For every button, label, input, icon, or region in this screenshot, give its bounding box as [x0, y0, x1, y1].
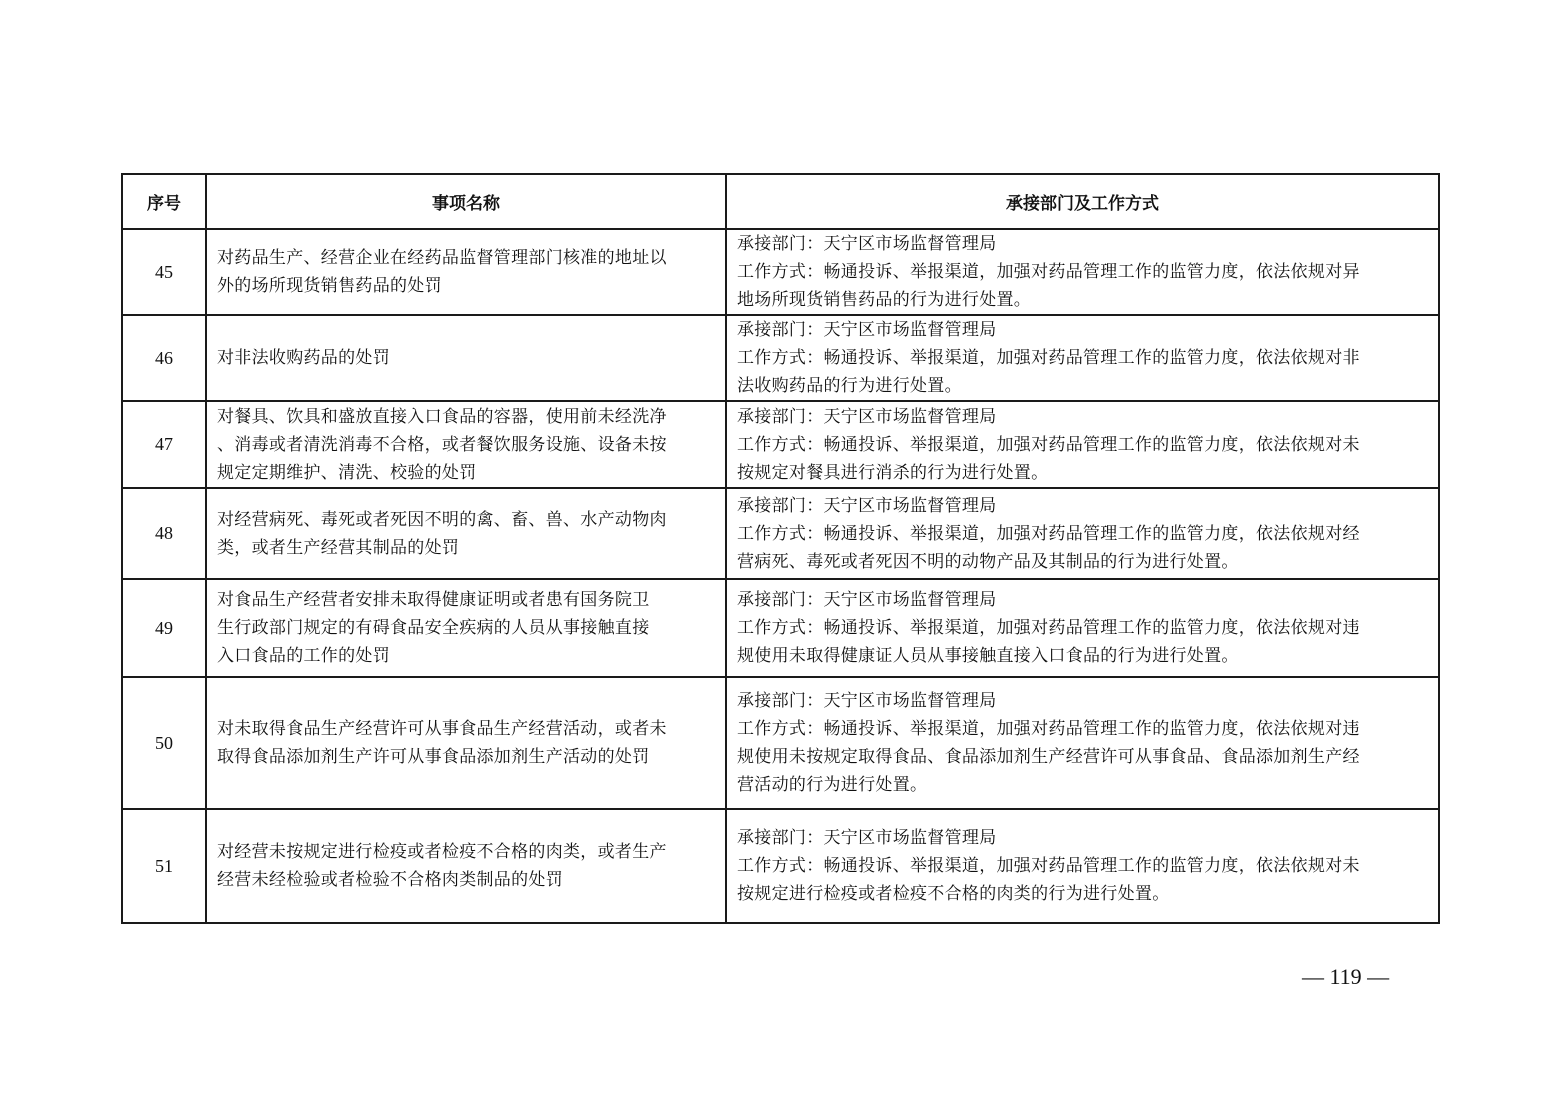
- row-department-method: [726, 315, 1439, 401]
- row-item-name: [206, 229, 726, 315]
- row-item-name: [206, 315, 726, 401]
- department-line: 承接部门：天宁区市场监督管理局: [737, 406, 997, 427]
- work-method-line: 按规定对餐具进行消杀的行为进行处置。: [737, 462, 1049, 483]
- item-table: [121, 173, 1440, 924]
- table-row: [122, 809, 1439, 923]
- work-method-line: 规使用未按规定取得食品、食品添加剂生产经营许可从事食品、食品添加剂生产经: [737, 747, 1360, 767]
- item-name-line: 类，或者生产经营其制品的处罚: [217, 537, 460, 558]
- row-department-method: [726, 579, 1439, 677]
- table-row: [122, 315, 1439, 401]
- item-name-line: 对经营病死、毒死或者死因不明的禽、畜、兽、水产动物肉: [217, 509, 667, 530]
- header-department-method: 承接部门及工作方式: [726, 174, 1439, 229]
- work-method-line: 规使用未取得健康证人员从事接触直接入口食品的行为进行处置。: [737, 646, 1239, 666]
- table-row: [122, 401, 1439, 488]
- item-name-line: 对经营未按规定进行检疫或者检疫不合格的肉类，或者生产: [217, 842, 667, 862]
- row-item-name: [206, 809, 726, 923]
- work-method-line: 法收购药品的行为进行处置。: [737, 376, 962, 396]
- item-name-line: 生行政部门规定的有碍食品安全疾病的人员从事接触直接: [217, 618, 650, 638]
- row-item-name: [206, 488, 726, 579]
- department-line: 承接部门：天宁区市场监督管理局: [737, 234, 997, 254]
- department-line: 承接部门：天宁区市场监督管理局: [737, 495, 997, 516]
- work-method-line: 工作方式：畅通投诉、举报渠道，加强对药品管理工作的监管力度，依法依规对异: [737, 262, 1360, 282]
- department-line: 承接部门：天宁区市场监督管理局: [737, 590, 997, 610]
- department-line: 承接部门：天宁区市场监督管理局: [737, 691, 997, 711]
- row-serial-number: 50: [122, 677, 206, 809]
- table-body: [122, 229, 1439, 923]
- work-method-line: 工作方式：畅通投诉、举报渠道，加强对药品管理工作的监管力度，依法依规对未: [737, 434, 1360, 455]
- table-row: [122, 579, 1439, 677]
- item-name-line: 对药品生产、经营企业在经药品监督管理部门核准的地址以: [217, 248, 667, 268]
- work-method-line: 工作方式：畅通投诉、举报渠道，加强对药品管理工作的监管力度，依法依规对未: [737, 856, 1360, 876]
- row-department-method: [726, 401, 1439, 488]
- work-method-line: 工作方式：畅通投诉、举报渠道，加强对药品管理工作的监管力度，依法依规对非: [737, 348, 1360, 368]
- item-name-line: 对非法收购药品的处罚: [217, 348, 390, 368]
- row-serial-number: 46: [122, 315, 206, 401]
- row-serial-number: 51: [122, 809, 206, 923]
- item-name-line: 对餐具、饮具和盛放直接入口食品的容器，使用前未经洗净: [217, 406, 667, 427]
- work-method-line: 工作方式：畅通投诉、举报渠道，加强对药品管理工作的监管力度，依法依规对违: [737, 618, 1360, 638]
- table-header-row: [122, 174, 1439, 229]
- department-line: 承接部门：天宁区市场监督管理局: [737, 320, 997, 340]
- page-number: — 119 —: [1302, 964, 1390, 989]
- item-name-line: 外的场所现货销售药品的处罚: [217, 276, 442, 296]
- work-method-line: 按规定进行检疫或者检疫不合格的肉类的行为进行处置。: [737, 884, 1170, 904]
- item-name-line: 取得食品添加剂生产许可从事食品添加剂生产活动的处罚: [217, 747, 650, 767]
- row-department-method: [726, 488, 1439, 579]
- row-serial-number: 47: [122, 401, 206, 488]
- row-department-method: [726, 229, 1439, 315]
- row-item-name: [206, 677, 726, 809]
- row-serial-number: 45: [122, 229, 206, 315]
- work-method-line: 工作方式：畅通投诉、举报渠道，加强对药品管理工作的监管力度，依法依规对违: [737, 719, 1360, 739]
- item-name-line: 对食品生产经营者安排未取得健康证明或者患有国务院卫: [217, 590, 650, 610]
- row-department-method: [726, 809, 1439, 923]
- item-name-line: 经营未经检验或者检验不合格肉类制品的处罚: [217, 870, 563, 890]
- item-name-line: 对未取得食品生产经营许可从事食品生产经营活动，或者未: [217, 719, 667, 739]
- table-row: [122, 677, 1439, 809]
- header-item-name: 事项名称: [206, 174, 726, 229]
- work-method-line: 工作方式：畅通投诉、举报渠道，加强对药品管理工作的监管力度，依法依规对经: [737, 523, 1360, 544]
- item-name-line: 规定定期维护、清洗、校验的处罚: [217, 462, 477, 483]
- row-serial-number: 48: [122, 488, 206, 579]
- work-method-line: 地场所现货销售药品的行为进行处置。: [737, 290, 1032, 310]
- item-name-line: 、消毒或者清洗消毒不合格，或者餐饮服务设施、设备未按: [217, 434, 667, 455]
- table-row: [122, 488, 1439, 579]
- row-item-name: [206, 579, 726, 677]
- work-method-line: 营病死、毒死或者死因不明的动物产品及其制品的行为进行处置。: [737, 551, 1239, 572]
- work-method-line: 营活动的行为进行处置。: [737, 775, 928, 795]
- header-serial-number: 序号: [122, 174, 206, 229]
- row-item-name: [206, 401, 726, 488]
- department-line: 承接部门：天宁区市场监督管理局: [737, 828, 997, 848]
- table-row: [122, 229, 1439, 315]
- item-name-line: 入口食品的工作的处罚: [217, 646, 390, 666]
- row-department-method: [726, 677, 1439, 809]
- row-serial-number: 49: [122, 579, 206, 677]
